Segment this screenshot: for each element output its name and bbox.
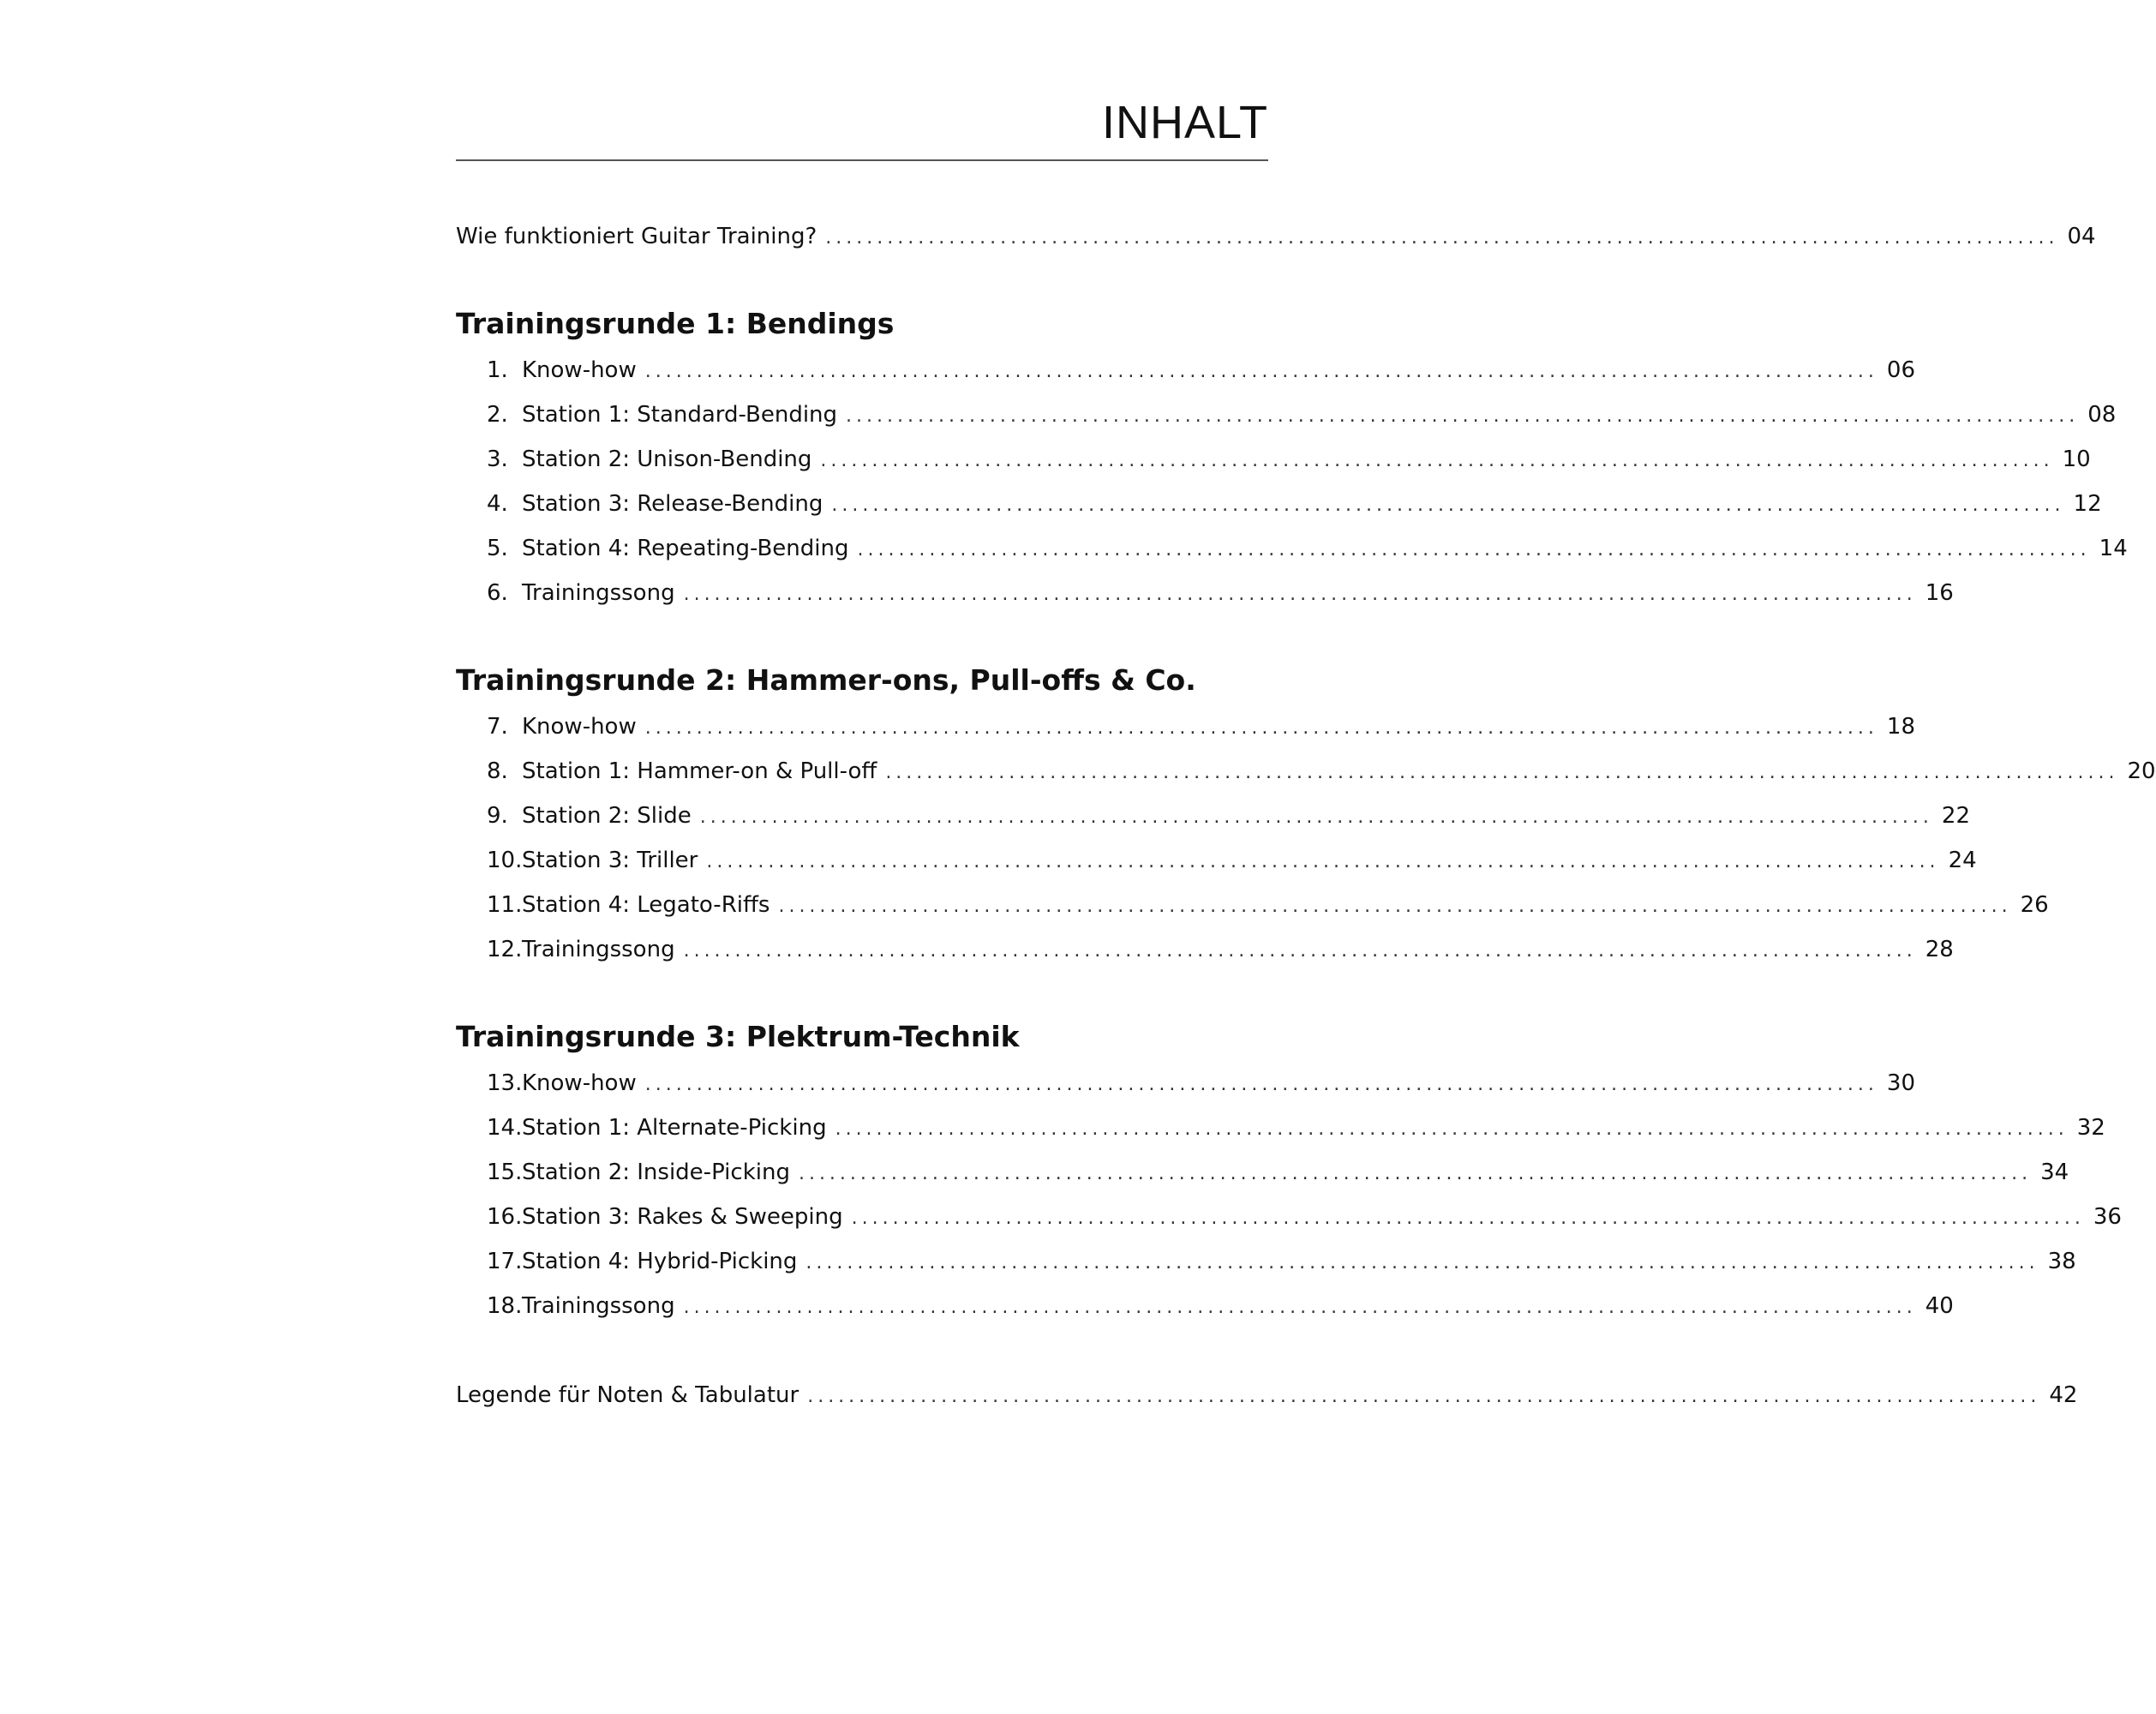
title-divider xyxy=(456,159,1268,161)
toc-entry[interactable] xyxy=(487,398,2117,432)
toc-entry-number: 16. xyxy=(487,1204,523,1230)
toc-entry-label: Station 4: Legato-Riffs xyxy=(522,892,770,918)
toc-page-number: 06 xyxy=(1886,357,1916,383)
toc-entry-number: 9. xyxy=(487,803,508,829)
dot-leader: ........................................................................................................................ xyxy=(820,450,2054,471)
section-heading-1: Trainingsrunde 1: Bendings xyxy=(456,307,895,340)
toc-entry-label: Station 2: Unison-Bending xyxy=(522,446,812,472)
toc-entry-number: 5. xyxy=(487,536,508,561)
toc-entry[interactable] xyxy=(487,843,1977,878)
toc-page-number: 38 xyxy=(2047,1249,2076,1274)
page-title: INHALT xyxy=(1101,97,1268,148)
toc-entry-label: Station 1: Hammer-on & Pull-off xyxy=(522,758,877,784)
toc-entry[interactable] xyxy=(487,799,1970,833)
toc-entry-number: 11. xyxy=(487,892,523,918)
toc-entry[interactable] xyxy=(487,1155,2069,1190)
dot-leader: ........................................................................................................................ xyxy=(825,227,2059,249)
toc-entry[interactable] xyxy=(487,1289,1954,1323)
dot-leader: ........................................................................................................................ xyxy=(798,1163,2033,1184)
toc-entry[interactable] xyxy=(487,1066,1916,1100)
toc-entry[interactable] xyxy=(487,888,2049,922)
toc-entry-number: 14. xyxy=(487,1115,523,1141)
toc-entry-number: 4. xyxy=(487,491,508,517)
toc-entry-number: 1. xyxy=(487,357,508,383)
toc-entry[interactable] xyxy=(487,1200,2122,1234)
dot-leader: ........................................................................................................................ xyxy=(857,539,2091,560)
toc-entry-label: Station 3: Rakes & Sweeping xyxy=(522,1204,843,1230)
toc-entry-label: Station 2: Inside-Picking xyxy=(522,1160,790,1185)
toc-entry[interactable] xyxy=(487,710,1916,744)
toc-entry-intro[interactable] xyxy=(456,219,2096,254)
toc-page-number: 20 xyxy=(2127,758,2156,784)
toc-entry-label: Station 4: Repeating-Bending xyxy=(522,536,849,561)
toc-entry-number: 18. xyxy=(487,1293,523,1319)
dot-leader: ........................................................................................................................ xyxy=(644,1074,1878,1095)
toc-entry-number: 10. xyxy=(487,848,523,873)
dot-leader: ........................................................................................................................ xyxy=(885,762,2119,783)
toc-entry[interactable] xyxy=(487,531,2128,566)
toc-entry-label: Station 1: Alternate-Picking xyxy=(522,1115,827,1141)
toc-entry[interactable] xyxy=(487,487,2102,521)
toc-entry-label: Legende für Noten & Tabulatur xyxy=(456,1382,800,1408)
toc-page-number: 08 xyxy=(2087,402,2117,428)
toc-entry-label: Know-how xyxy=(522,714,637,740)
toc-entry[interactable] xyxy=(487,353,1916,387)
toc-page-number: 30 xyxy=(1886,1070,1916,1096)
dot-leader: ........................................................................................................................ xyxy=(851,1208,2085,1229)
toc-page-number: 40 xyxy=(1925,1293,1954,1319)
toc-entry-number: 13. xyxy=(487,1070,523,1096)
toc-entry-label: Trainingssong xyxy=(522,580,675,606)
section-heading-3: Trainingsrunde 3: Plektrum-Technik xyxy=(456,1020,1020,1053)
toc-entry-label: Station 3: Release-Bending xyxy=(522,491,823,517)
toc-page-number: 10 xyxy=(2062,446,2091,472)
toc-entry-number: 6. xyxy=(487,580,508,606)
dot-leader: ........................................................................................................................ xyxy=(699,806,1933,828)
dot-leader: ........................................................................................................................ xyxy=(683,1297,1917,1318)
toc-entry[interactable] xyxy=(487,1244,2076,1279)
toc-page-number: 26 xyxy=(2020,892,2049,918)
toc-page-number: 24 xyxy=(1948,848,1977,873)
toc-entry-label: Station 2: Slide xyxy=(522,803,692,829)
section-heading-2: Trainingsrunde 2: Hammer-ons, Pull-offs & Co. xyxy=(456,663,1196,697)
toc-entry-number: 17. xyxy=(487,1249,523,1274)
dot-leader: ........................................................................................................................ xyxy=(706,851,1940,872)
toc-entry[interactable] xyxy=(487,754,2156,788)
toc-entry-label: Wie funktioniert Guitar Training? xyxy=(456,224,817,249)
toc-page-number: 16 xyxy=(1925,580,1954,606)
dot-leader: ........................................................................................................................ xyxy=(644,361,1878,382)
toc-page-number: 14 xyxy=(2099,536,2128,561)
toc-entry[interactable] xyxy=(487,442,2091,476)
toc-entry-label: Know-how xyxy=(522,357,637,383)
toc-page xyxy=(456,0,2156,1714)
toc-entry[interactable] xyxy=(487,576,1954,610)
dot-leader: ........................................................................................................................ xyxy=(683,584,1917,605)
toc-entry-number: 3. xyxy=(487,446,508,472)
toc-page-number: 28 xyxy=(1925,937,1954,962)
toc-page-number: 12 xyxy=(2073,491,2102,517)
toc-entry-number: 2. xyxy=(487,402,508,428)
toc-entry-label: Trainingssong xyxy=(522,937,675,962)
dot-leader: ........................................................................................................................ xyxy=(807,1386,2041,1407)
toc-entry-label: Station 1: Standard-Bending xyxy=(522,402,838,428)
toc-page-number: 32 xyxy=(2076,1115,2105,1141)
toc-page-number: 18 xyxy=(1886,714,1916,740)
dot-leader: ........................................................................................................................ xyxy=(683,940,1917,962)
toc-page-number: 36 xyxy=(2093,1204,2122,1230)
dot-leader: ........................................................................................................................ xyxy=(806,1252,2039,1274)
toc-entry[interactable] xyxy=(487,932,1954,967)
toc-entry-number: 7. xyxy=(487,714,508,740)
toc-entry-label: Know-how xyxy=(522,1070,637,1096)
toc-entry-legend[interactable] xyxy=(456,1378,2078,1412)
toc-entry[interactable] xyxy=(487,1111,2105,1145)
toc-page-number: 34 xyxy=(2040,1160,2069,1185)
toc-page-number: 22 xyxy=(1941,803,1970,829)
toc-entry-number: 12. xyxy=(487,937,523,962)
toc-entry-number: 8. xyxy=(487,758,508,784)
toc-entry-number: 15. xyxy=(487,1160,523,1185)
toc-page-number: 42 xyxy=(2049,1382,2078,1408)
dot-leader: ........................................................................................................................ xyxy=(846,405,2080,427)
toc-entry-label: Station 3: Triller xyxy=(522,848,698,873)
toc-entry-label: Station 4: Hybrid-Picking xyxy=(522,1249,798,1274)
dot-leader: ........................................................................................................................ xyxy=(831,494,2065,516)
toc-entry-label: Trainingssong xyxy=(522,1293,675,1319)
dot-leader: ........................................................................................................................ xyxy=(835,1118,2069,1140)
toc-page-number: 04 xyxy=(2067,224,2096,249)
dot-leader: ........................................................................................................................ xyxy=(778,896,2012,917)
dot-leader: ........................................................................................................................ xyxy=(644,717,1878,739)
